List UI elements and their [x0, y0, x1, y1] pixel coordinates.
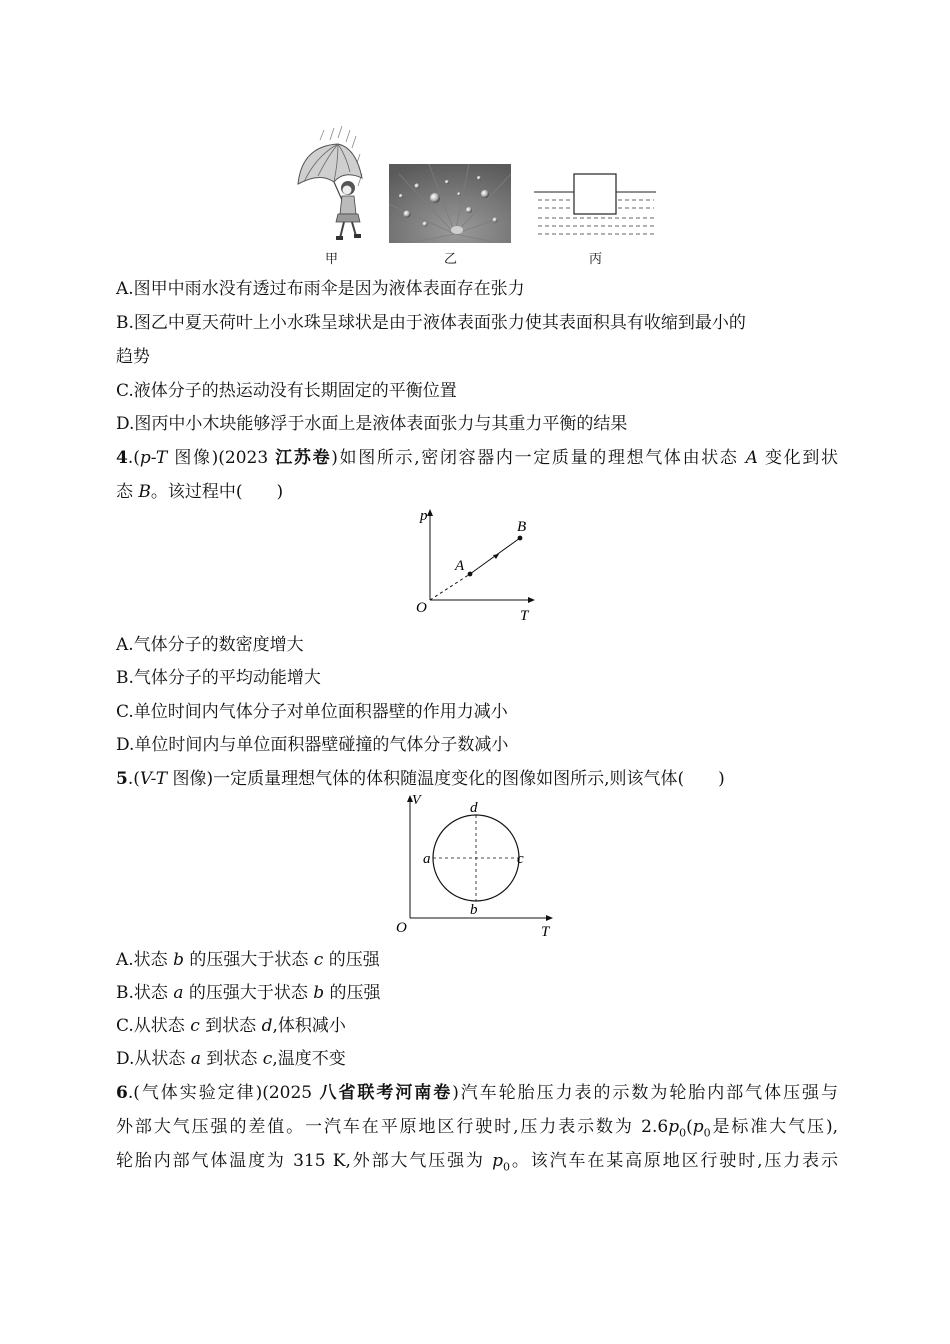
q4-graph-point-b-label: B — [517, 519, 527, 535]
figure-caption-jia: 甲 — [325, 252, 339, 267]
q4-option-a: A.气体分子的数密度增大 — [116, 635, 304, 655]
lotus-leaf-droplets-photo — [389, 164, 511, 243]
q6-stem-line3: 轮胎内部气体温度为 315 K,外部大气压强为 $p_0$。该汽车在某高原地区行驶时,压力表示 — [116, 1151, 839, 1174]
q6-stem-line1: 6.(气体实验定律)(2025 八省联考河南卷)汽车轮胎压力表的示数为轮胎内部气体压强与 — [116, 1083, 839, 1103]
q4-graph-origin-label: O — [416, 600, 427, 616]
q4-stem-line2: 态 B。该过程中( ) — [116, 482, 284, 502]
figure-caption-yi: 乙 — [444, 252, 458, 267]
q4-graph-y-label: p — [420, 508, 428, 524]
q4-stem-line1: 4.(p-T 图像)(2023 江苏卷)如图所示,密闭容器内一定质量的理想气体由状态 A 变化到状 — [116, 448, 839, 468]
q3-option-b-line2: 趋势 — [116, 347, 150, 367]
q6-number: 6 — [116, 1083, 128, 1103]
q5-graph-point-a-label: a — [423, 851, 431, 867]
q5-graph-point-b-label: b — [470, 902, 478, 918]
q5-stem: 5.(V-T 图像)一定质量理想气体的体积随温度变化的图像如图所示,则该气体( ) — [116, 769, 725, 789]
q5-option-b: B.状态 a 的压强大于状态 b 的压强 — [116, 983, 381, 1003]
q4-pt-graph — [408, 502, 544, 624]
q3-option-d: D.图丙中小木块能够浮于水面上是液体表面张力与其重力平衡的结果 — [116, 414, 628, 434]
q6-source: 八省联考河南卷 — [319, 1083, 453, 1103]
q5-option-a: A.状态 b 的压强大于状态 c 的压强 — [116, 950, 380, 970]
q3-option-c: C.液体分子的热运动没有长期固定的平衡位置 — [116, 381, 457, 401]
q5-graph-point-c-label: c — [517, 851, 524, 867]
q4-option-d: D.单位时间内与单位面积器壁碰撞的气体分子数减小 — [116, 735, 509, 755]
q5-option-c: C.从状态 c 到状态 d,体积减小 — [116, 1016, 346, 1036]
q5-vt-graph — [390, 790, 560, 940]
q5-graph-x-label: T — [541, 924, 550, 940]
figure-caption-bing: 丙 — [589, 252, 603, 267]
floating-block-figure — [532, 170, 658, 242]
q5-option-d: D.从状态 a 到状态 c,温度不变 — [116, 1049, 346, 1069]
girl-umbrella-figure — [294, 126, 370, 244]
q5-graph-y-label: V — [412, 793, 421, 808]
q4-graph-point-a-label: A — [455, 558, 465, 574]
q6-stem-line2: 外部大气压强的差值。一汽车在平原地区行驶时,压力表示数为 $2.6p_0(p_0$是标准大气压), — [116, 1117, 839, 1140]
q4-number: 4 — [116, 448, 128, 468]
q4-source: 江苏卷 — [275, 448, 332, 468]
q3-option-a: A.图甲中雨水没有透过布雨伞是因为液体表面存在张力 — [116, 279, 525, 299]
q3-option-b-line1: B.图乙中夏天荷叶上小水珠呈球状是由于液体表面张力使其表面积具有收缩到最小的 — [116, 313, 746, 333]
q5-number: 5 — [116, 769, 128, 789]
q5-graph-point-d-label: d — [470, 800, 478, 816]
q4-option-b: B.气体分子的平均动能增大 — [116, 668, 321, 688]
q4-graph-x-label: T — [520, 608, 529, 624]
q4-option-c: C.单位时间内气体分子对单位面积器壁的作用力减小 — [116, 702, 508, 722]
q5-graph-origin-label: O — [396, 920, 407, 936]
